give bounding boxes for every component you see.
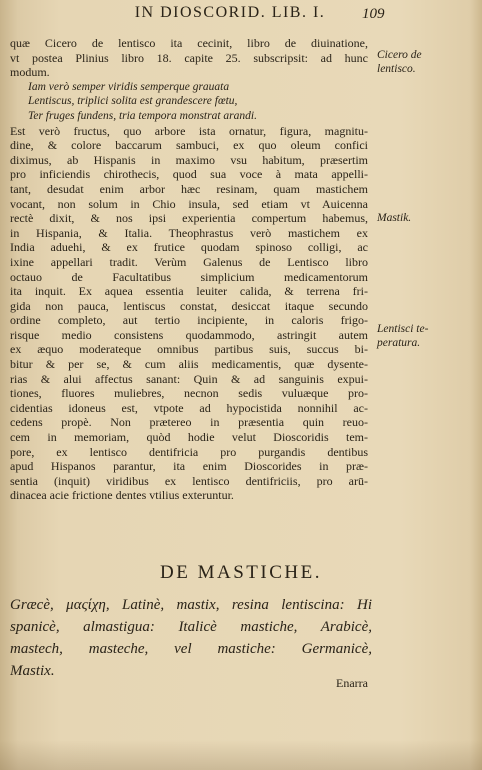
text-line: rias & alui affectus sanant: Quin & ad sanguinis expui-: [10, 371, 368, 386]
verse-line: Iam verò semper viridis semperque grauata: [28, 80, 230, 93]
text-line: quæ Cicero de lentisco ita cecinit, libro de diuinatione,: [10, 36, 368, 50]
text-line: cem in memoriam, quòd hodie velut Dioscoridis tem-: [10, 430, 368, 445]
marginal-note-line: Cicero de: [377, 49, 422, 61]
marginal-note-line: lentisco.: [377, 63, 416, 75]
marginal-note-temperatura: [377, 322, 477, 350]
text-line: rectè dixit, & nos ipsi experientia compertum habemus,: [10, 211, 368, 226]
marginal-note-line: Mastik.: [377, 212, 412, 224]
running-head: IN DIOSCORID. LIB. I.: [134, 4, 326, 21]
text-line: diximus, ab Hispanis in maximo vsu habitum, præsertim: [10, 152, 368, 167]
marginal-note-mastik: [377, 211, 477, 225]
text-line: dine, & colore baccarum sambuci, ex quo oleum confici: [10, 138, 368, 153]
text-line: sentia (inquit) viridibus ex lentisco dentifriciis, pro arū-: [10, 473, 368, 488]
verse-line: Lentiscus, triplici solita est grandescere fœtu,: [28, 95, 238, 108]
synonymy-line: Græcè, μαςίχη, Latinè, mastix, resina lentiscina: Hi: [10, 597, 372, 613]
marginal-note-cicero: [377, 48, 477, 76]
text-line: in Hispania, & Italia. Theophrastus verò mastichem ex: [10, 225, 368, 240]
text-line: octauo de Facultatibus simplicium medicamentorum: [10, 269, 368, 284]
text-line: vt postea Plinius libro 18. capite 25. subscripsit: ad hunc: [10, 50, 368, 65]
text-line: modum.: [10, 65, 50, 80]
text-line: ixine appellari tradit. Verùm Galenus de Lentisco libro: [10, 254, 368, 269]
text-line: pro inficiendis chirothecis, quod sua voce à mata appelli-: [10, 167, 368, 182]
text-line: ordine completo, aut tertio incipiente, in caloris frigo-: [10, 313, 368, 328]
text-line: bitur & per se, & cum aliis medicamentis, quæ dysente-: [10, 357, 368, 372]
text-line: apud Hispanos parantur, ita enim Dioscorides in præ-: [10, 459, 368, 474]
text-line: ita inquit. Ex aquea essentia leuiter calida, & terrena fri-: [10, 284, 368, 299]
text-line: gida non pauca, lentiscus constat, desiccat itaque secundo: [10, 298, 368, 313]
synonymy-line: spanicè, almastigua: Italicè mastiche, Arabicè,: [10, 619, 372, 635]
synonymy-block: [10, 594, 372, 682]
section-heading: DE MASTICHE.: [160, 562, 322, 583]
synonymy-line: mastech, masteche, vel mastiche: Germanicè,: [10, 641, 372, 657]
marginal-note-line: Lentisci te-: [377, 323, 429, 335]
text-line: cidentias idoneus est, vtpote ad hypocistida nonnihil ac-: [10, 400, 368, 415]
verse-line: Ter fruges fundens, tria tempora monstrat arandi.: [28, 109, 257, 122]
text-line: tant, desudat enim arbor hæc resinam, quam mastichem: [10, 181, 368, 196]
text-line: India aduehi, & ex frutice quodam spinoso colligi, ac: [10, 240, 368, 255]
text-line: dinacea acie frictione dentes vtilius exteruntur.: [10, 488, 234, 503]
catchword: Enarra: [336, 676, 368, 690]
text-line: risque medio consistens quodammodo, astringit autem: [10, 327, 368, 342]
marginal-note-line: peratura.: [377, 337, 421, 349]
text-line: pore, ex lentisco dentifricia pro purgandis dentibus: [10, 444, 368, 459]
text-line: ex æquo moderateque omnibus partibus suis, succus bi-: [10, 342, 368, 357]
page-number: 109: [362, 6, 385, 22]
synonymy-line: Mastix.: [10, 663, 55, 679]
text-line: tiones, fluores muliebres, necnon sedis vuluæque pro-: [10, 386, 368, 401]
text-line: Est verò fructus, quo arbore ista ornatur, figura, magnitu-: [10, 123, 368, 138]
text-line: cedens propè. Non prætereo in præsentia quin reuo-: [10, 415, 368, 430]
text-line: vocant, non solum in Chio insula, sed etiam vt Auicenna: [10, 196, 368, 211]
main-text-block: [10, 36, 368, 503]
